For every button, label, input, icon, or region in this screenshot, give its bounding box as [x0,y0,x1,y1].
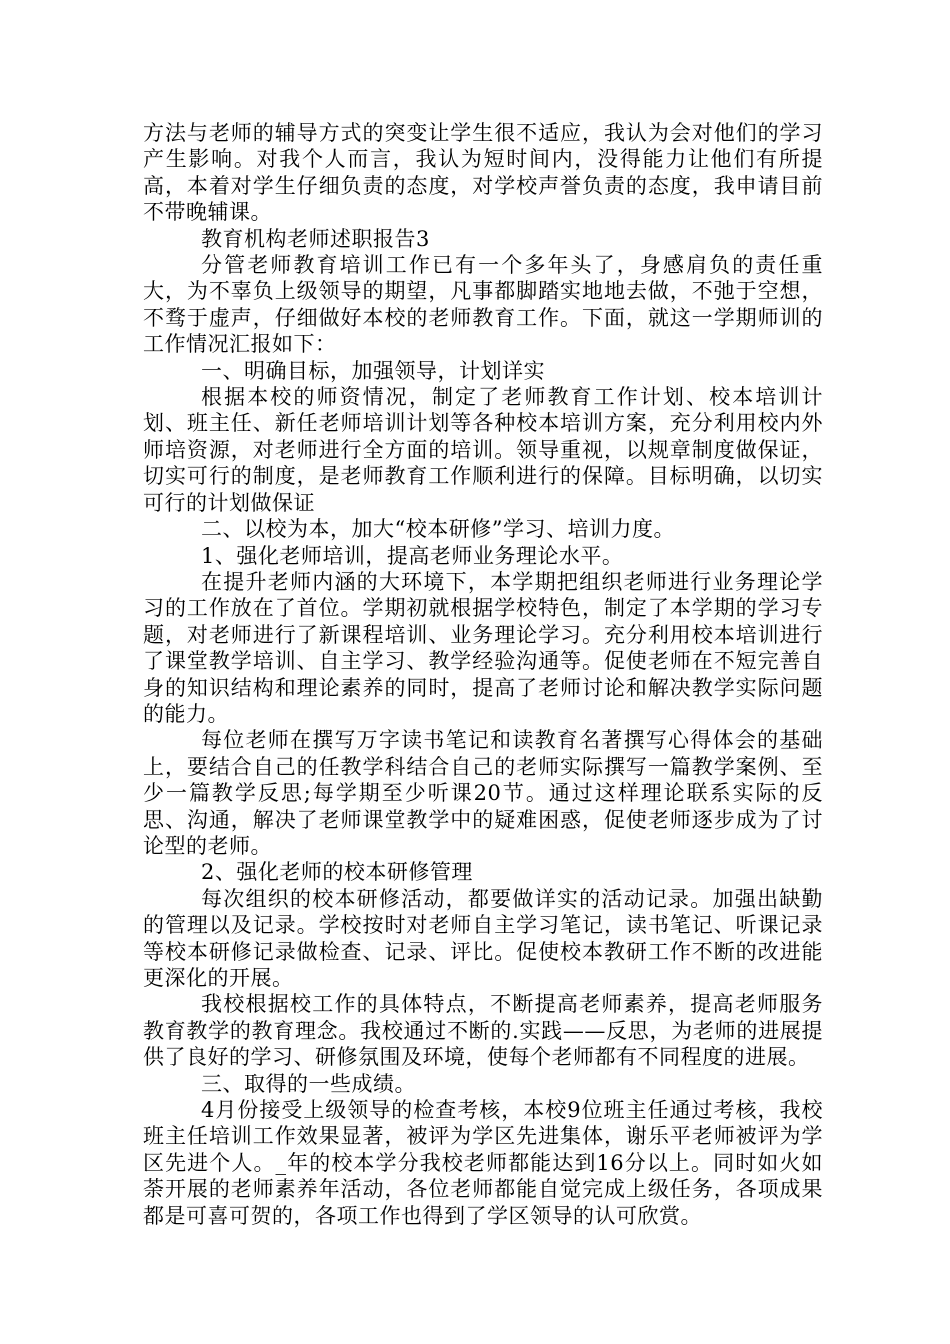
heading-part-two: 二、以校为本，加大“校本研修”学习、培训力度。 [201,517,675,542]
document-body [143,120,823,1229]
heading-part-three: 三、取得的一些成绩。 [201,1071,416,1096]
paragraph-intro-continued: 方法与老师的辅导方式的突变让学生很不适应，我认为会对他们的学习产生影响。对我个人而言，我认为短时间内，没得能力让他们有所提高，本着对学生仔细负责的态度，对学校声誉负责的态度，我申请目前不带晚辅课。 [143,121,823,225]
subheading-management: 2、强化老师的校本研修管理 [201,860,473,885]
paragraph-practice: 我校根据校工作的具体特点，不断提高老师素养，提高老师服务教育教学的教育理念。我校通过不断的.实践——反思，为老师的进展提供了良好的学习、研修氛围及环境，使每个老师都有不同程度的进展。 [143,992,823,1070]
paragraph-records: 每次组织的校本研修活动，都要做详实的活动记录。加强出缺勤的管理以及记录。学校按时对老师自主学习笔记，读书笔记、听课记录等校本研修记录做检查、记录、评比。促使校本教研工作不断的改进能更深化的开展。 [143,886,823,990]
paragraph-reading-notes: 每位老师在撰写万字读书笔记和读教育名著撰写心得体会的基础上，要结合自己的任教学科结合自己的老师实际撰写一篇教学案例、至少一篇教学反思;每学期至少听课20节。通过这样理论联系实际的反思、沟通，解决了老师课堂教学中的疑难困惑，促使老师逐步成为了讨论型的老师。 [143,728,823,858]
section-title: 教育机构老师述职报告3 [201,226,430,251]
heading-part-one: 一、明确目标，加强领导，计划详实 [201,358,545,383]
subheading-training: 1、强化老师培训，提高老师业务理论水平。 [201,543,624,568]
paragraph-opening: 分管老师教育培训工作已有一个多年头了，身感肩负的责任重大，为不辜负上级领导的期望，凡事都脚踏实地地去做，不弛于空想，不骛于虚声，仔细做好本校的老师教育工作。下面，就这一学期师训的工作情况汇报如下： [143,253,823,357]
paragraph-plan: 根据本校的师资情况，制定了老师教育工作计划、校本培训计划、班主任、新任老师培训计划等各种校本培训方案，充分利用校内外师培资源，对老师进行全方面的培训。领导重视，以规章制度做保证，切实可行的制度，是老师教育工作顺利进行的保障。目标明确，以切实可行的计划做保证 [143,385,823,515]
paragraph-achievements: 4月份接受上级领导的检查考核，本校9位班主任通过考核，我校班主任培训工作效果显著，被评为学区先进集体，谢乐平老师被评为学区先进个人。_年的校本学分我校老师都能达到16分以上。同时如火如荼开展的老师素养年活动，各位老师都能自觉完成上级任务，各项成果都是可喜可贺的，各项工作也得到了学区领导的认可欣赏。 [143,1098,823,1228]
paragraph-training: 在提升老师内涵的大环境下，本学期把组织老师进行业务理论学习的工作放在了首位。学期初就根据学校特色，制定了本学期的学习专题，对老师进行了新课程培训、业务理论学习。充分利用校本培训进行了课堂教学培训、自主学习、教学经验沟通等。促使老师在不短完善自身的知识结构和理论素养的同时，提高了老师讨论和解决教学实际问题的能力。 [143,569,823,726]
